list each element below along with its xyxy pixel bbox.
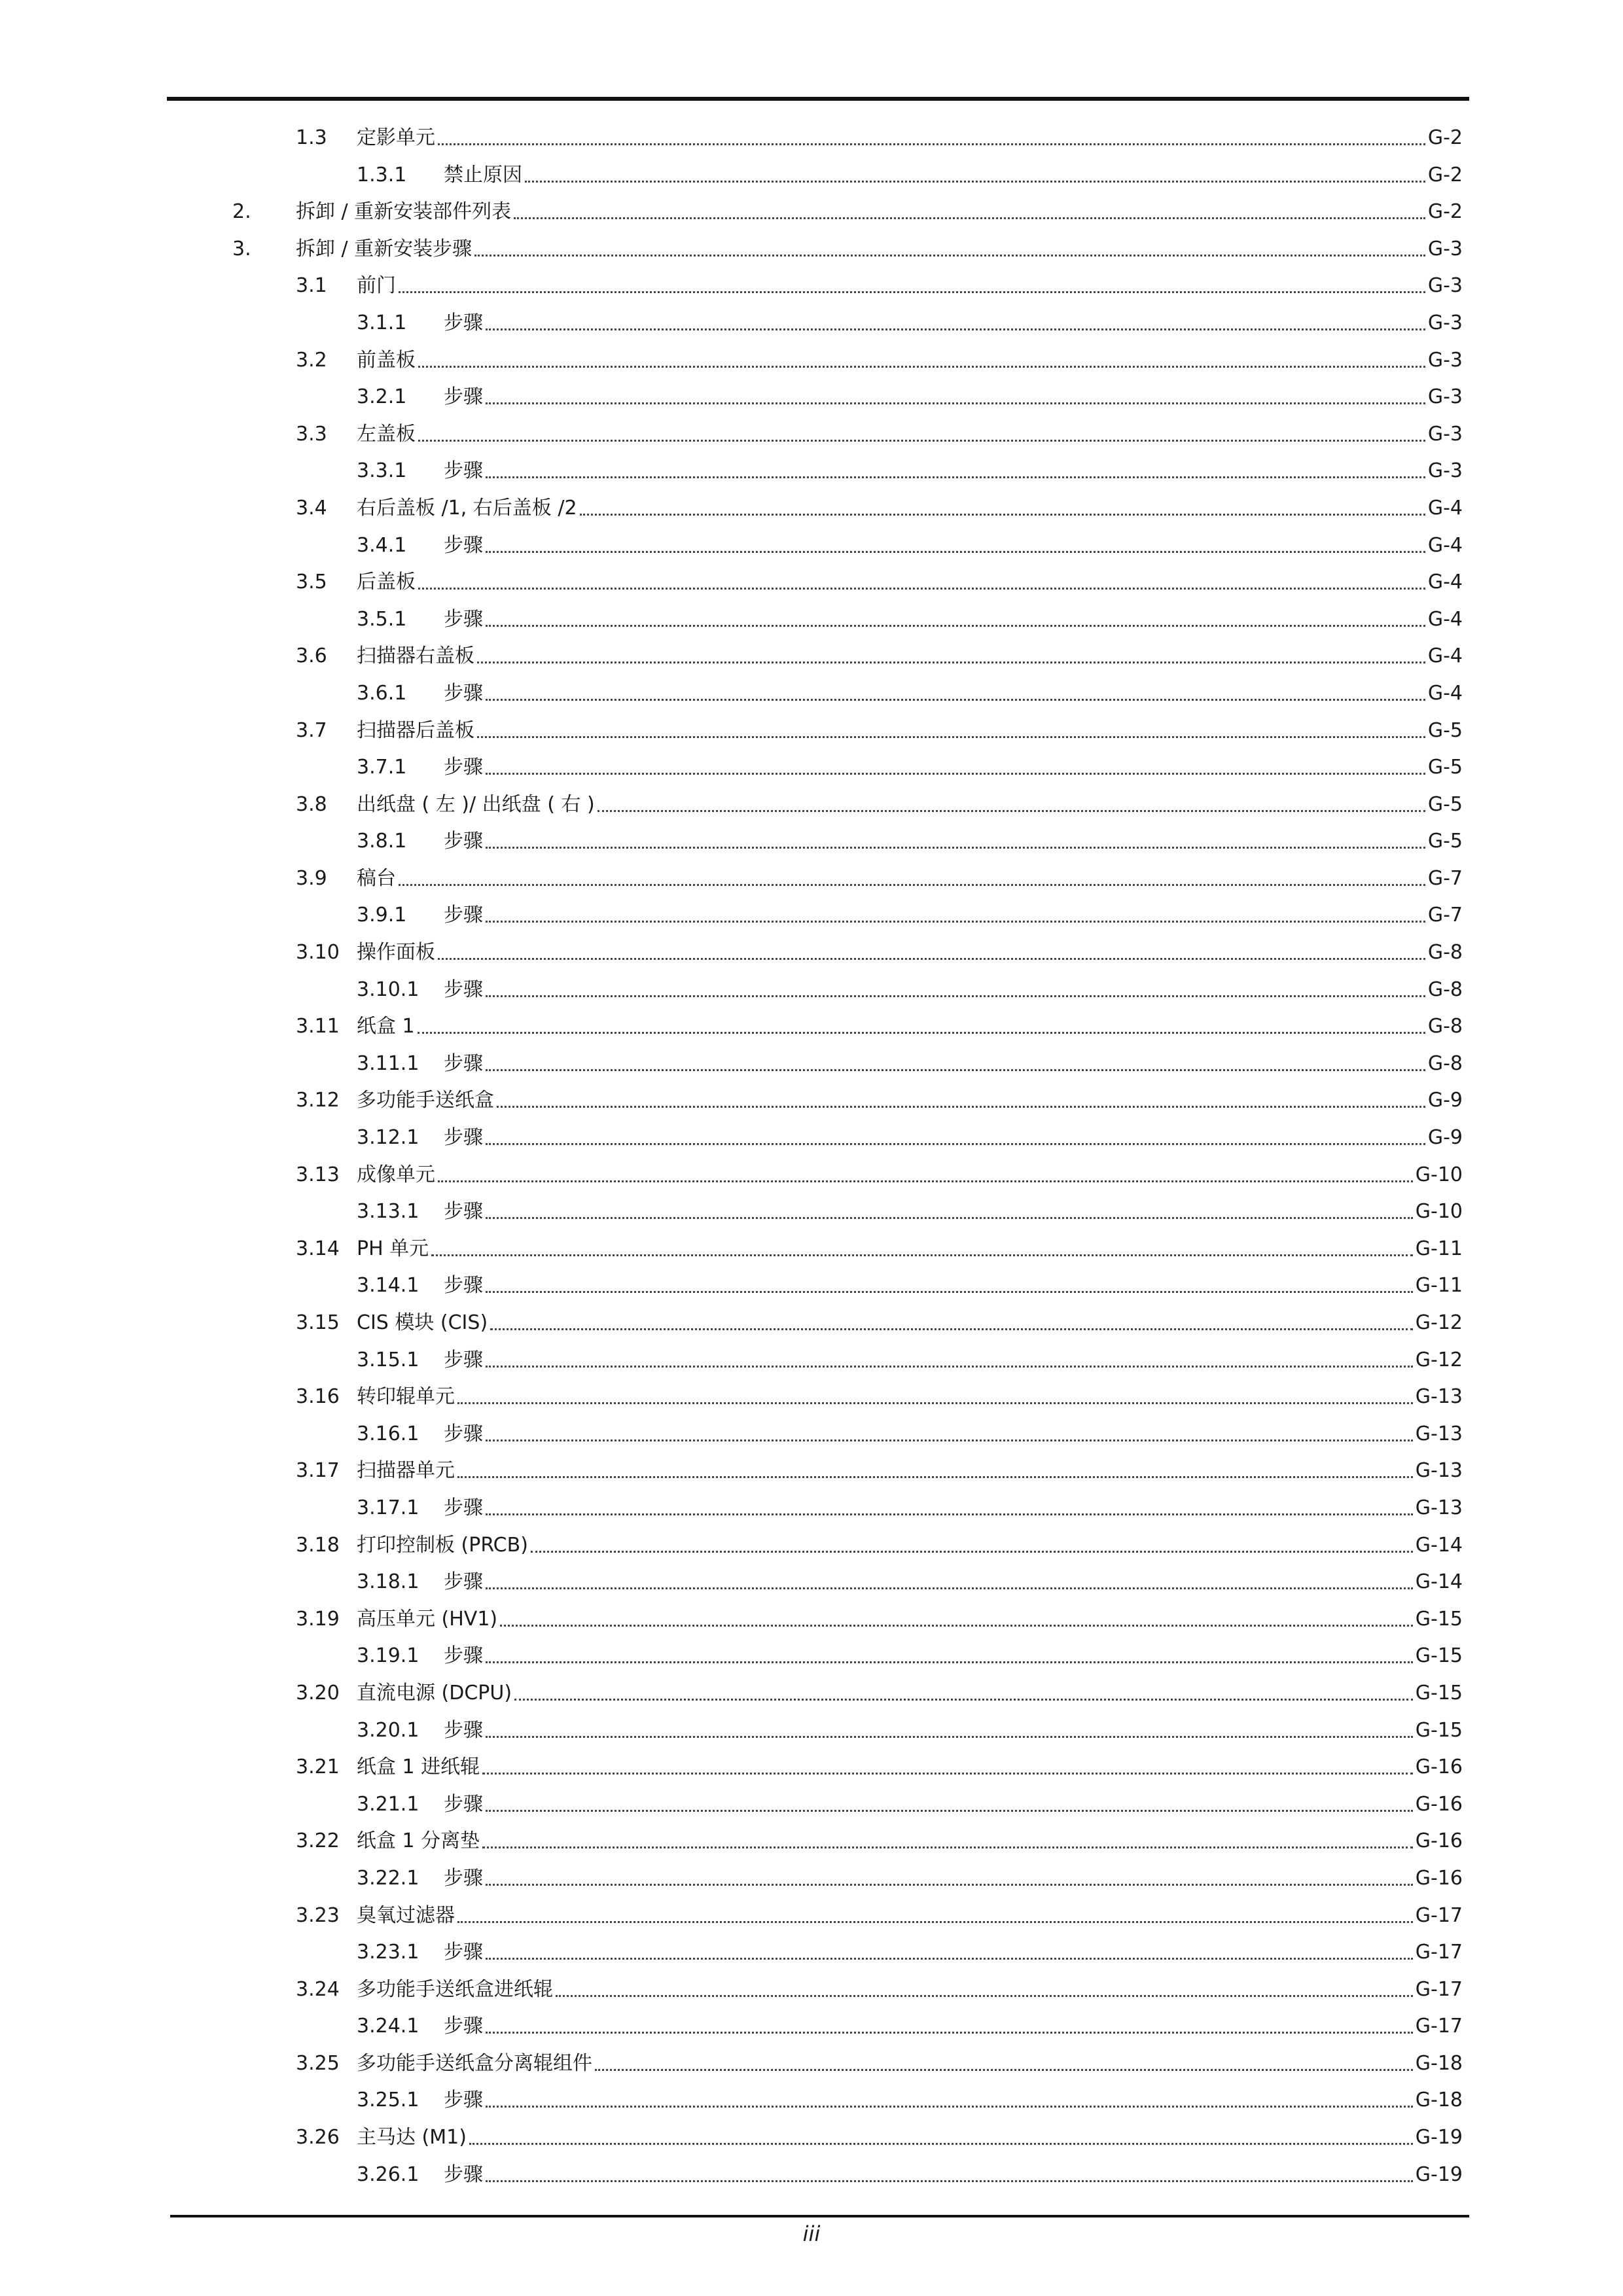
toc-entry-title: 步骤 xyxy=(444,1941,483,1964)
dot-leader xyxy=(486,921,1425,923)
toc-entry-title: 步骤 xyxy=(444,978,483,1001)
toc-entry[interactable] xyxy=(0,1267,1623,1305)
toc-entry-number: 3.4.1 xyxy=(357,533,407,557)
dot-leader xyxy=(486,1217,1413,1219)
toc-entry-page: G-9 xyxy=(1427,1126,1463,1150)
toc-entry-title: 步骤 xyxy=(444,756,483,779)
toc-entry-title: 多功能手送纸盒分离辊组件 xyxy=(357,2051,592,2075)
toc-entry-title: 步骤 xyxy=(444,1348,483,1371)
toc-entry[interactable] xyxy=(0,2119,1623,2157)
toc-entry-page: G-13 xyxy=(1415,1459,1463,1483)
toc-entry-title: 臭氧过滤器 xyxy=(357,1903,455,1927)
dot-leader xyxy=(477,662,1425,663)
toc-entry-number: 3.10.1 xyxy=(357,978,419,1001)
toc-entry-page: G-11 xyxy=(1415,1237,1463,1260)
toc-entry-number: 3. xyxy=(232,237,251,260)
toc-entry[interactable] xyxy=(0,638,1623,675)
toc-entry[interactable] xyxy=(0,564,1623,601)
dot-leader xyxy=(399,884,1425,886)
toc-entry-number: 3.20.1 xyxy=(357,1718,419,1742)
toc-entry-number: 3.21 xyxy=(296,1756,340,1779)
toc-entry-page: G-9 xyxy=(1427,1089,1463,1112)
toc-entry-title: 拆卸 / 重新安装步骤 xyxy=(296,237,473,260)
dot-leader xyxy=(438,143,1425,145)
toc-entry-page: G-13 xyxy=(1415,1385,1463,1409)
toc-entry-number: 3.15.1 xyxy=(357,1348,419,1371)
toc-entry[interactable] xyxy=(0,490,1623,527)
dot-leader xyxy=(580,514,1425,516)
toc-entry-number: 3.6 xyxy=(296,645,327,668)
toc-entry-page: G-4 xyxy=(1427,607,1463,631)
toc-entry-number: 3.9 xyxy=(296,866,327,890)
toc-entry-page: G-15 xyxy=(1415,1681,1463,1704)
toc-entry-title: 打印控制板 (PRCB) xyxy=(357,1533,528,1557)
toc-entry[interactable] xyxy=(0,1379,1623,1416)
toc-entry-page: G-19 xyxy=(1415,2126,1463,2149)
toc-entry-page: G-16 xyxy=(1415,1866,1463,1890)
toc-entry-page: G-7 xyxy=(1427,866,1463,890)
toc-entry-page: G-3 xyxy=(1427,274,1463,298)
table-of-contents xyxy=(0,120,1623,2193)
toc-entry[interactable] xyxy=(0,1786,1623,1824)
dot-leader xyxy=(595,2069,1413,2071)
toc-entry-page: G-13 xyxy=(1415,1496,1463,1519)
toc-entry-number: 3.9.1 xyxy=(357,904,407,927)
dot-leader xyxy=(486,476,1425,478)
toc-entry-page: G-13 xyxy=(1415,1422,1463,1445)
dot-leader xyxy=(457,1402,1413,1404)
toc-entry-page: G-17 xyxy=(1415,2015,1463,2038)
toc-entry-number: 3.25 xyxy=(296,2051,340,2075)
toc-entry[interactable] xyxy=(0,1046,1623,1083)
toc-entry-page: G-2 xyxy=(1427,163,1463,186)
toc-entry[interactable] xyxy=(0,1564,1623,1601)
toc-entry[interactable] xyxy=(0,1157,1623,1194)
toc-entry-title: 步骤 xyxy=(444,607,483,631)
dot-leader xyxy=(486,2180,1413,2182)
toc-entry-number: 3.24.1 xyxy=(357,2015,419,2038)
toc-entry[interactable] xyxy=(0,675,1623,713)
toc-entry-page: G-2 xyxy=(1427,200,1463,224)
dot-leader xyxy=(438,958,1425,960)
toc-entry-number: 3.13 xyxy=(296,1163,340,1186)
toc-entry[interactable] xyxy=(0,749,1623,786)
toc-entry-number: 3.10 xyxy=(296,941,340,964)
toc-entry-page: G-18 xyxy=(1415,2051,1463,2075)
toc-entry-page: G-3 xyxy=(1427,237,1463,260)
toc-entry-title: 前门 xyxy=(357,274,396,298)
toc-entry-title: 步骤 xyxy=(444,533,483,557)
toc-entry-number: 3.2.1 xyxy=(357,385,407,409)
toc-entry-number: 3.17.1 xyxy=(357,1496,419,1519)
toc-entry-page: G-14 xyxy=(1415,1570,1463,1594)
dot-leader xyxy=(486,551,1425,553)
dot-leader xyxy=(486,1143,1425,1145)
toc-entry-number: 3.19 xyxy=(296,1607,340,1631)
toc-entry-number: 3.2 xyxy=(296,348,327,372)
toc-entry-title: 扫描器后盖板 xyxy=(357,718,474,742)
toc-entry-page: G-4 xyxy=(1427,681,1463,705)
toc-entry[interactable] xyxy=(0,453,1623,490)
toc-entry[interactable] xyxy=(0,1082,1623,1120)
page-number: iii xyxy=(802,2221,821,2246)
toc-entry-number: 1.3.1 xyxy=(357,163,407,186)
toc-entry-number: 3.16 xyxy=(296,1385,340,1409)
toc-entry-title: 步骤 xyxy=(444,1496,483,1519)
toc-entry-number: 3.20 xyxy=(296,1681,340,1704)
toc-entry-title: 左盖板 xyxy=(357,422,416,446)
toc-entry-title: 步骤 xyxy=(444,459,483,483)
toc-entry[interactable] xyxy=(0,860,1623,898)
toc-entry-page: G-17 xyxy=(1415,1941,1463,1964)
dot-leader xyxy=(486,1439,1413,1441)
toc-entry[interactable] xyxy=(0,1860,1623,1898)
dot-leader xyxy=(482,1846,1413,1848)
toc-entry-title: 定影单元 xyxy=(357,126,435,149)
toc-entry-number: 3.23 xyxy=(296,1903,340,1927)
toc-entry-page: G-15 xyxy=(1415,1607,1463,1631)
dot-leader xyxy=(486,1366,1413,1368)
toc-entry-title: 多功能手送纸盒进纸辊 xyxy=(357,1977,553,2001)
toc-entry[interactable] xyxy=(0,972,1623,1009)
toc-entry-title: 步骤 xyxy=(444,1200,483,1224)
dot-leader xyxy=(482,1773,1413,1775)
toc-entry[interactable] xyxy=(0,1898,1623,1935)
toc-entry-number: 3.13.1 xyxy=(357,1200,419,1224)
toc-entry-number: 3.3.1 xyxy=(357,459,407,483)
toc-entry-title: 步骤 xyxy=(444,1866,483,1890)
dot-leader xyxy=(525,181,1425,183)
toc-entry-title: 禁止原因 xyxy=(444,163,522,186)
toc-entry-title: 步骤 xyxy=(444,1126,483,1150)
toc-entry[interactable] xyxy=(0,1638,1623,1675)
dot-leader xyxy=(486,328,1425,330)
toc-entry-number: 3.18 xyxy=(296,1533,340,1557)
toc-entry[interactable] xyxy=(0,527,1623,565)
toc-entry-number: 3.1.1 xyxy=(357,311,407,334)
toc-entry-title: 主马达 (M1) xyxy=(357,2126,467,2149)
dot-leader xyxy=(486,625,1425,627)
dot-leader xyxy=(486,1810,1413,1812)
toc-entry-number: 3.11.1 xyxy=(357,1051,419,1075)
toc-entry-number: 3.6.1 xyxy=(357,681,407,705)
toc-entry-number: 3.21.1 xyxy=(357,1792,419,1816)
toc-entry-number: 3.11 xyxy=(296,1015,340,1038)
toc-entry-title: 纸盒 1 分离垫 xyxy=(357,1829,480,1853)
toc-entry[interactable] xyxy=(0,897,1623,934)
toc-entry-title: 步骤 xyxy=(444,1051,483,1075)
toc-entry[interactable] xyxy=(0,1120,1623,1157)
toc-entry-title: CIS 模块 (CIS) xyxy=(357,1311,488,1334)
toc-entry[interactable] xyxy=(0,231,1623,268)
dot-leader xyxy=(457,1921,1413,1923)
toc-entry-page: G-4 xyxy=(1427,533,1463,557)
toc-entry[interactable] xyxy=(0,823,1623,860)
toc-entry-page: G-8 xyxy=(1427,1051,1463,1075)
dot-leader xyxy=(490,1328,1413,1330)
toc-entry[interactable] xyxy=(0,1416,1623,1453)
toc-entry-title: 稿台 xyxy=(357,866,396,890)
toc-entry-page: G-3 xyxy=(1427,459,1463,483)
toc-entry-number: 3.26 xyxy=(296,2126,340,2149)
toc-entry-title: 步骤 xyxy=(444,904,483,927)
toc-entry-title: 步骤 xyxy=(444,2089,483,2112)
toc-entry-page: G-7 xyxy=(1427,904,1463,927)
dot-leader xyxy=(486,402,1425,404)
toc-entry-number: 3.5 xyxy=(296,571,327,594)
toc-entry-number: 3.14.1 xyxy=(357,1274,419,1298)
toc-entry-title: 步骤 xyxy=(444,2163,483,2186)
toc-entry-page: G-3 xyxy=(1427,422,1463,446)
toc-entry-page: G-14 xyxy=(1415,1533,1463,1557)
toc-entry-number: 3.18.1 xyxy=(357,1570,419,1594)
toc-entry[interactable] xyxy=(0,1193,1623,1231)
toc-entry-number: 3.19.1 xyxy=(357,1644,419,1668)
dot-leader xyxy=(497,1106,1425,1108)
dot-leader xyxy=(486,1736,1413,1738)
dot-leader xyxy=(418,1032,1425,1034)
toc-entry-title: PH 单元 xyxy=(357,1237,429,1260)
dot-leader xyxy=(418,366,1425,368)
toc-entry-number: 3.5.1 xyxy=(357,607,407,631)
toc-entry-page: G-12 xyxy=(1415,1311,1463,1334)
toc-entry-page: G-18 xyxy=(1415,2089,1463,2112)
toc-entry[interactable] xyxy=(0,1712,1623,1750)
toc-entry-number: 3.3 xyxy=(296,422,327,446)
dot-leader xyxy=(486,699,1425,701)
toc-entry-number: 3.1 xyxy=(296,274,327,298)
toc-entry[interactable] xyxy=(0,1231,1623,1268)
toc-entry-title: 步骤 xyxy=(444,385,483,409)
toc-entry-title: 转印辊单元 xyxy=(357,1385,455,1409)
dot-leader xyxy=(418,588,1425,590)
toc-entry[interactable] xyxy=(0,934,1623,972)
dot-leader xyxy=(477,736,1425,738)
toc-entry-title: 多功能手送纸盒 xyxy=(357,1089,494,1112)
dot-leader xyxy=(486,995,1425,997)
toc-entry-title: 步骤 xyxy=(444,1274,483,1298)
dot-leader xyxy=(500,1625,1413,1627)
toc-entry-title: 后盖板 xyxy=(357,571,416,594)
dot-leader xyxy=(486,1884,1413,1886)
toc-entry-title: 纸盒 1 进纸辊 xyxy=(357,1756,480,1779)
toc-entry-page: G-8 xyxy=(1427,1015,1463,1038)
toc-entry[interactable] xyxy=(0,1453,1623,1490)
toc-entry-page: G-15 xyxy=(1415,1644,1463,1668)
toc-entry-number: 3.16.1 xyxy=(357,1422,419,1445)
toc-entry[interactable] xyxy=(0,713,1623,750)
toc-entry-page: G-8 xyxy=(1427,978,1463,1001)
toc-entry[interactable] xyxy=(0,1008,1623,1046)
toc-entry-title: 步骤 xyxy=(444,1570,483,1594)
toc-entry-title: 步骤 xyxy=(444,681,483,705)
dot-leader xyxy=(486,847,1425,849)
toc-entry-number: 3.7.1 xyxy=(357,756,407,779)
toc-entry[interactable] xyxy=(0,2045,1623,2083)
toc-entry[interactable] xyxy=(0,157,1623,194)
toc-entry-page: G-16 xyxy=(1415,1829,1463,1853)
toc-entry-page: G-8 xyxy=(1427,941,1463,964)
dot-leader xyxy=(486,1069,1425,1071)
toc-entry[interactable] xyxy=(0,1527,1623,1564)
toc-entry-page: G-5 xyxy=(1427,830,1463,853)
toc-entry-page: G-10 xyxy=(1415,1200,1463,1224)
toc-entry[interactable] xyxy=(0,342,1623,380)
toc-entry[interactable] xyxy=(0,1675,1623,1712)
toc-entry-page: G-11 xyxy=(1415,1274,1463,1298)
toc-entry-title: 步骤 xyxy=(444,1792,483,1816)
footer-rule xyxy=(170,2215,1469,2217)
toc-entry-title: 拆卸 / 重新安装部件列表 xyxy=(296,200,512,224)
toc-entry-title: 步骤 xyxy=(444,2015,483,2038)
toc-entry-page: G-2 xyxy=(1427,126,1463,149)
dot-leader xyxy=(438,1180,1413,1182)
toc-entry-title: 步骤 xyxy=(444,311,483,334)
toc-entry[interactable] xyxy=(0,416,1623,453)
dot-leader xyxy=(431,1254,1413,1256)
toc-entry[interactable] xyxy=(0,1749,1623,1786)
toc-entry-title: 纸盒 1 xyxy=(357,1015,415,1038)
toc-entry-number: 3.26.1 xyxy=(357,2163,419,2186)
toc-entry-page: G-16 xyxy=(1415,1756,1463,1779)
dot-leader xyxy=(486,1661,1413,1663)
toc-entry[interactable] xyxy=(0,1342,1623,1379)
toc-entry[interactable] xyxy=(0,2082,1623,2119)
dot-leader xyxy=(486,1958,1413,1960)
toc-entry-title: 扫描器单元 xyxy=(357,1459,455,1483)
dot-leader xyxy=(556,1995,1413,1997)
dot-leader xyxy=(418,440,1425,442)
toc-entry[interactable] xyxy=(0,268,1623,305)
toc-entry-number: 3.23.1 xyxy=(357,1941,419,1964)
toc-entry-number: 3.4 xyxy=(296,496,327,520)
toc-entry-page: G-16 xyxy=(1415,1792,1463,1816)
toc-entry-number: 3.14 xyxy=(296,1237,340,1260)
toc-entry[interactable] xyxy=(0,2008,1623,2045)
toc-entry-page: G-4 xyxy=(1427,571,1463,594)
dot-leader xyxy=(486,1513,1413,1515)
toc-entry-page: G-17 xyxy=(1415,1903,1463,1927)
toc-entry[interactable] xyxy=(0,1971,1623,2009)
toc-entry-number: 3.7 xyxy=(296,718,327,742)
dot-leader xyxy=(399,291,1425,293)
toc-entry-number: 3.8 xyxy=(296,792,327,816)
toc-entry-title: 步骤 xyxy=(444,1644,483,1668)
toc-entry-number: 3.22.1 xyxy=(357,1866,419,1890)
toc-entry[interactable] xyxy=(0,1934,1623,1971)
toc-entry-number: 3.24 xyxy=(296,1977,340,2001)
toc-entry-number: 1.3 xyxy=(296,126,327,149)
dot-leader xyxy=(486,2032,1413,2034)
toc-entry-page: G-17 xyxy=(1415,1977,1463,2001)
toc-entry-number: 2. xyxy=(232,200,251,224)
header-rule xyxy=(167,97,1469,101)
dot-leader xyxy=(514,1699,1413,1701)
toc-entry[interactable] xyxy=(0,1490,1623,1527)
dot-leader xyxy=(486,2106,1413,2108)
toc-entry-page: G-15 xyxy=(1415,1718,1463,1742)
toc-entry-page: G-5 xyxy=(1427,718,1463,742)
toc-entry-number: 3.17 xyxy=(296,1459,340,1483)
toc-entry-page: G-4 xyxy=(1427,645,1463,668)
dot-leader xyxy=(457,1476,1413,1478)
toc-entry[interactable] xyxy=(0,379,1623,416)
toc-entry-title: 高压单元 (HV1) xyxy=(357,1607,498,1631)
dot-leader xyxy=(597,810,1425,812)
toc-entry-title: 出纸盘 ( 左 )/ 出纸盘 ( 右 ) xyxy=(357,792,595,816)
toc-entry-number: 3.12 xyxy=(296,1089,340,1112)
toc-entry-title: 步骤 xyxy=(444,830,483,853)
toc-entry-title: 操作面板 xyxy=(357,941,435,964)
toc-entry-page: G-12 xyxy=(1415,1348,1463,1371)
toc-entry-title: 前盖板 xyxy=(357,348,416,372)
toc-entry[interactable] xyxy=(0,601,1623,639)
toc-entry-page: G-3 xyxy=(1427,385,1463,409)
toc-entry-page: G-3 xyxy=(1427,311,1463,334)
toc-entry-title: 成像单元 xyxy=(357,1163,435,1186)
toc-entry[interactable] xyxy=(0,1601,1623,1638)
dot-leader xyxy=(469,2143,1413,2145)
toc-entry-page: G-3 xyxy=(1427,348,1463,372)
toc-entry[interactable] xyxy=(0,194,1623,231)
toc-entry-page: G-4 xyxy=(1427,496,1463,520)
dot-leader xyxy=(514,217,1425,219)
dot-leader xyxy=(531,1551,1413,1553)
toc-entry[interactable] xyxy=(0,1305,1623,1342)
toc-entry-title: 右后盖板 /1, 右后盖板 /2 xyxy=(357,496,577,520)
toc-entry-number: 3.15 xyxy=(296,1311,340,1334)
toc-entry[interactable] xyxy=(0,305,1623,342)
toc-entry-page: G-19 xyxy=(1415,2163,1463,2186)
toc-entry-number: 3.25.1 xyxy=(357,2089,419,2112)
toc-entry-title: 步骤 xyxy=(444,1718,483,1742)
toc-entry-title: 扫描器右盖板 xyxy=(357,645,474,668)
toc-entry-page: G-10 xyxy=(1415,1163,1463,1186)
toc-entry-title: 步骤 xyxy=(444,1422,483,1445)
toc-entry[interactable] xyxy=(0,120,1623,157)
dot-leader xyxy=(486,1587,1413,1589)
dot-leader xyxy=(486,773,1425,775)
dot-leader xyxy=(474,255,1425,256)
toc-entry-page: G-5 xyxy=(1427,792,1463,816)
toc-entry-number: 3.12.1 xyxy=(357,1126,419,1150)
toc-entry-page: G-5 xyxy=(1427,756,1463,779)
toc-entry[interactable] xyxy=(0,2157,1623,2194)
toc-entry-title: 直流电源 (DCPU) xyxy=(357,1681,512,1704)
toc-entry-number: 3.8.1 xyxy=(357,830,407,853)
toc-entry-number: 3.22 xyxy=(296,1829,340,1853)
toc-entry[interactable] xyxy=(0,786,1623,824)
toc-entry[interactable] xyxy=(0,1823,1623,1860)
dot-leader xyxy=(486,1291,1413,1293)
